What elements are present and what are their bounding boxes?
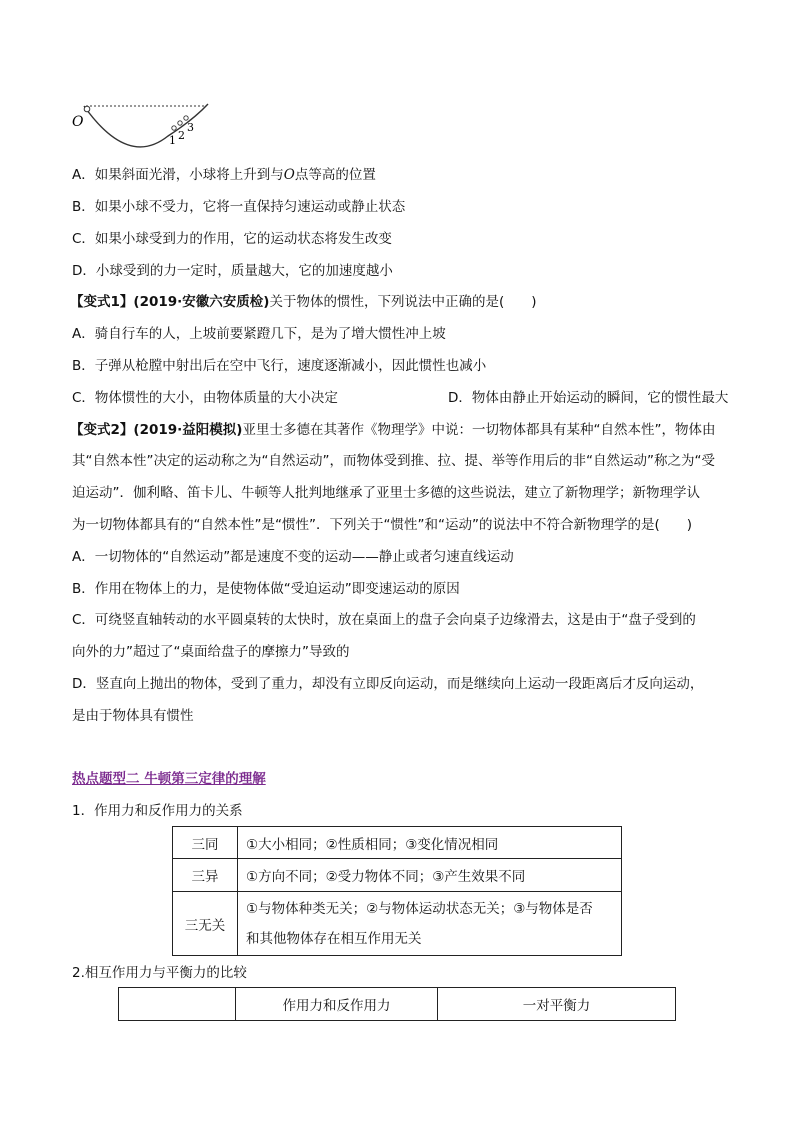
comparison-table <box>118 987 676 1021</box>
table-key: 三无关 <box>173 892 238 956</box>
v1-stem: 【变式1】(2019·安徽六安质检)关于物体的惯性，下列说法中正确的是( ) <box>70 294 537 310</box>
v2-option-c-1: C．可绕竖直轴转动的水平圆桌转的太快时，放在桌面上的盘子会向桌子边缘滑去，这是由于“盘子受到的 <box>72 612 696 628</box>
table-value: ①方向不同；②受力物体不同；③产生效果不同 <box>238 859 622 892</box>
subheading-1: 1．作用力和反作用力的关系 <box>72 803 243 819</box>
incline-figure <box>68 98 218 148</box>
v2-stem-4: 为一切物体都具有的“自然本性”是“惯性”．下列关于“惯性”和“运动”的说法中不符合新物理学的是( ) <box>72 517 692 533</box>
v2-option-b: B．作用在物体上的力，是使物体做“受迫运动”即变速运动的原因 <box>72 581 460 597</box>
table-value-line-2: 和其他物体存在相互作用无关 <box>246 930 422 947</box>
v1-option-d: D．物体由静止开始运动的瞬间，它的惯性最大 <box>448 390 729 406</box>
v1-option-a: A．骑自行车的人，上坡前要紧蹬几下，是为了增大惯性冲上坡 <box>72 326 446 342</box>
q1-option-b: B．如果小球不受力，它将一直保持匀速运动或静止状态 <box>72 199 406 215</box>
table-row <box>173 827 622 859</box>
q1-option-c: C．如果小球受到力的作用，它的运动状态将发生改变 <box>72 231 392 247</box>
v2-option-d-1: D．竖直向上抛出的物体，受到了重力，却没有立即反向运动，而是继续向上运动一段距离后才反向运动， <box>72 676 704 692</box>
label-2: 2 <box>178 129 185 142</box>
label-1: 1 <box>169 134 176 147</box>
relation-table <box>172 826 622 956</box>
v1-option-b: B．子弹从枪膛中射出后在空中飞行，速度逐渐减小，因此惯性也减小 <box>72 358 487 374</box>
table-header-row <box>119 988 676 1021</box>
v2-stem-3: 迫运动”．伽利略、笛卡儿、牛顿等人批判地继承了亚里士多德的这些说法，建立了新物理学；新物理学认 <box>72 485 700 501</box>
table-header-blank <box>119 988 236 1021</box>
v2-stem-2: 其“自然本性”决定的运动称之为“自然运动”，而物体受到推、拉、提、举等作用后的非“自然运动”称之为“受 <box>72 453 715 469</box>
v1-option-cd: C．物体惯性的大小，由物体质量的大小决定 D．物体由静止开始运动的瞬间，它的惯性最大 <box>72 390 729 406</box>
table-row <box>173 859 622 892</box>
subheading-2: 2.相互作用力与平衡力的比较 <box>72 965 247 981</box>
v2-option-a: A．一切物体的“自然运动”都是速度不变的运动——静止或者匀速直线运动 <box>72 549 514 565</box>
table-value <box>238 892 622 956</box>
label-3: 3 <box>187 121 194 134</box>
table-key: 三异 <box>173 859 238 892</box>
label-o: O <box>72 114 84 130</box>
table-header-action: 作用力和反作用力 <box>236 988 438 1021</box>
v2-option-d-2: 是由于物体具有惯性 <box>72 708 194 724</box>
q1-option-a: A．如果斜面光滑，小球将上升到与O点等高的位置 <box>72 167 376 183</box>
ball-icon <box>84 106 90 112</box>
q1-option-d: D．小球受到的力一定时，质量越大，它的加速度越小 <box>72 263 393 279</box>
table-value-line-1: ①与物体种类无关；②与物体运动状态无关；③与物体是否 <box>246 900 593 917</box>
section-heading: 热点题型二 牛顿第三定律的理解 <box>72 771 266 787</box>
v2-option-c-2: 向外的力”超过了“桌面给盘子的摩擦力”导致的 <box>72 644 350 660</box>
v2-stem-1: 【变式2】(2019·益阳模拟)亚里士多德在其著作《物理学》中说：一切物体都具有某种“自然本性”，物体由 <box>70 422 716 438</box>
table-value: ①大小相同；②性质相同；③变化情况相同 <box>238 827 622 859</box>
table-header-balance: 一对平衡力 <box>438 988 676 1021</box>
table-row <box>173 892 622 956</box>
table-key: 三同 <box>173 827 238 859</box>
